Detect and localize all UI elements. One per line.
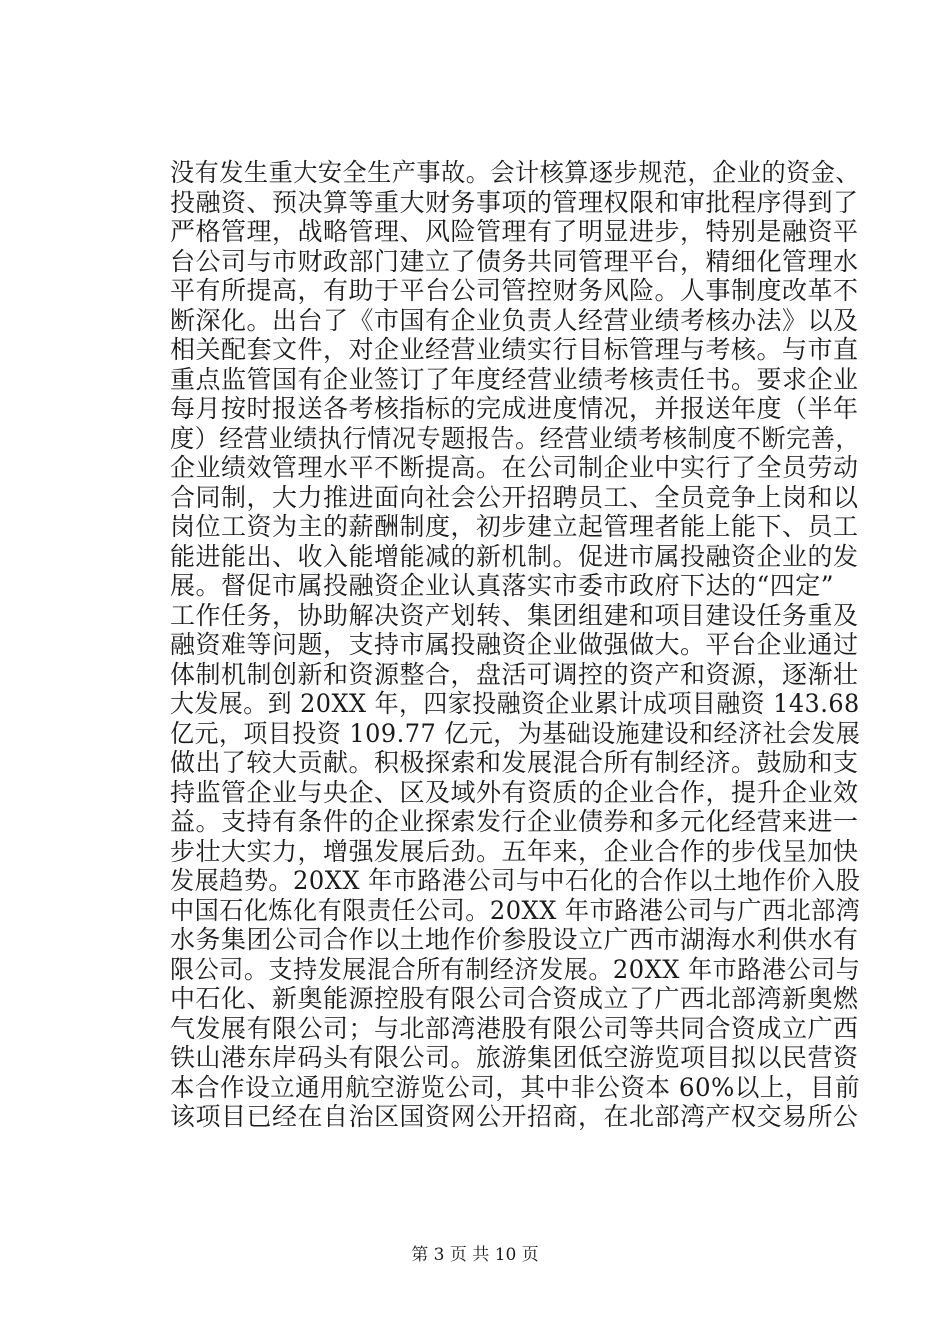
text-line: 限公司。支持发展混合所有制经济发展。20XX 年市路港公司与: [170, 954, 861, 984]
text-line: 没有发生重大安全生产事故。会计核算逐步规范，企业的资金、: [170, 158, 861, 187]
text-line: 持监管企业与央企、区及域外有资质的企业合作，提升企业效: [170, 777, 859, 807]
text-line: 每月按时报送各考核指标的完成进度情况，并报送年度（半年: [170, 394, 859, 423]
text-line: 展。督促市属投融资企业认真落实市委市政府下达的“四定”: [170, 571, 835, 600]
text-line: 益。支持有条件的企业探索发行企业债券和多元化经营来进一: [170, 807, 859, 836]
body-paragraph: [170, 158, 860, 1132]
text-line: 岗位工资为主的薪酬制度，初步建立起管理者能上能下、员工: [170, 512, 859, 541]
text-line: 平有所提高，有助于平台公司管控财务风险。人事制度改革不: [170, 276, 859, 305]
text-line: 融资难等问题，支持市属投融资企业做强做大。平台企业通过: [170, 630, 859, 659]
text-line: 中国石化炼化有限责任公司。20XX 年市路港公司与广西北部湾: [170, 895, 861, 925]
text-line: 亿元，项目投资 109.77 亿元，为基础设施建设和经济社会发展: [170, 718, 861, 748]
text-line: 步壮大实力，增强发展后劲。五年来，企业合作的步伐呈加快: [170, 836, 859, 866]
text-line: 严格管理，战略管理、风险管理有了明显进步，特别是融资平: [170, 217, 859, 246]
text-line: 投融资、预决算等重大财务事项的管理权限和审批程序得到了: [170, 187, 859, 217]
text-line: 本合作设立通用航空游览公司，其中非公资本 60%以上，目前: [170, 1072, 861, 1102]
text-line: 企业绩效管理水平不断提高。在公司制企业中实行了全员劳动: [170, 453, 859, 482]
text-line: 能进能出、收入能增能减的新机制。促进市属投融资企业的发: [170, 541, 859, 571]
text-line: 中石化、新奥能源控股有限公司合资成立了广西北部湾新奥燃: [170, 984, 859, 1013]
text-line: 大发展。到 20XX 年，四家投融资企业累计成项目融资 143.68: [170, 689, 860, 718]
text-line: 度）经营业绩执行情况专题报告。经营业绩考核制度不断完善，: [170, 423, 861, 453]
text-line: 发展趋势。20XX 年市路港公司与中石化的合作以土地作价入股: [170, 866, 861, 895]
text-line: 水务集团公司合作以土地作价参股设立广西市湖海水利供水有: [170, 925, 859, 954]
text-line: 重点监管国有企业签订了年度经营业绩考核责任书。要求企业: [170, 364, 859, 394]
text-line: 体制机制创新和资源整合，盘活可调控的资产和资源，逐渐壮: [170, 659, 859, 689]
text-line: 气发展有限公司；与北部湾港股有限公司等共同合资成立广西: [170, 1013, 859, 1043]
text-line: 断深化。出台了《市国有企业负责人经营业绩考核办法》以及: [170, 305, 859, 335]
page-number-footer: 第 3 页 共 10 页: [411, 1245, 539, 1265]
text-line: 铁山港东岸码头有限公司。旅游集团低空游览项目拟以民营资: [170, 1043, 859, 1072]
text-line: 工作任务，协助解决资产划转、集团组建和项目建设任务重及: [170, 600, 859, 630]
text-line: 合同制，大力推进面向社会公开招聘员工、全员竞争上岗和以: [170, 482, 859, 512]
text-line: 台公司与市财政部门建立了债务共同管理平台，精细化管理水: [170, 246, 859, 276]
text-line: 该项目已经在自治区国资网公开招商，在北部湾产权交易所公: [170, 1102, 859, 1131]
text-line: 做出了较大贡献。积极探索和发展混合所有制经济。鼓励和支: [170, 748, 859, 777]
text-line: 相关配套文件，对企业经营业绩实行目标管理与考核。与市直: [170, 335, 859, 364]
